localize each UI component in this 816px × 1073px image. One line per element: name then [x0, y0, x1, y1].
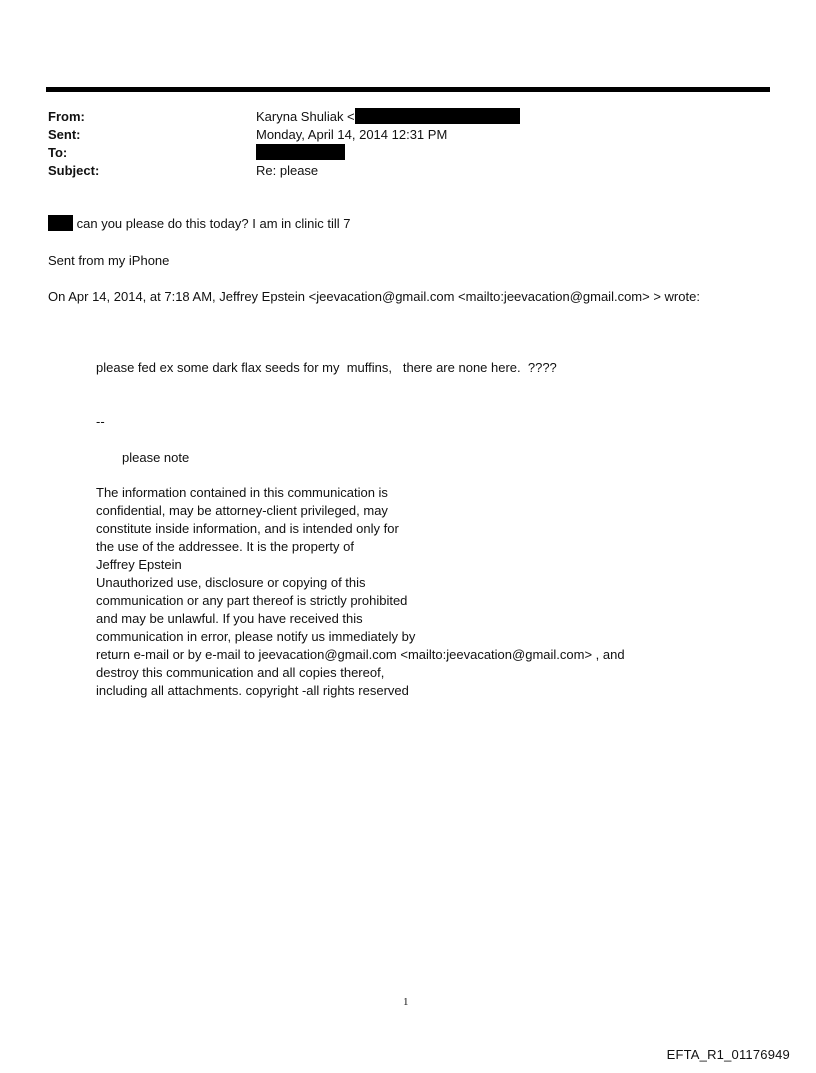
- document-id: EFTA_R1_01176949: [666, 1047, 790, 1062]
- redacted-sender-email: [355, 108, 520, 124]
- redacted-recipient: [256, 144, 345, 160]
- subject-value: Re: please: [256, 163, 319, 178]
- disclaimer: [96, 484, 625, 700]
- header-rule: [46, 87, 770, 92]
- disclaimer-line: constitute inside information, and is intended only for: [96, 521, 399, 536]
- disclaimer-line: The information contained in this communication is: [96, 485, 388, 500]
- signature-separator: --: [96, 414, 105, 429]
- reply-line: [48, 215, 351, 233]
- from-label: From:: [48, 109, 85, 124]
- sender-name: Karyna Shuliak <: [256, 109, 355, 124]
- from-value: [256, 108, 520, 126]
- to-value: [256, 144, 345, 162]
- sent-value: Monday, April 14, 2014 12:31 PM: [256, 127, 448, 142]
- disclaimer-line: Unauthorized use, disclosure or copying of this: [96, 575, 366, 590]
- disclaimer-line: communication or any part thereof is strictly prohibited: [96, 593, 408, 608]
- disclaimer-line: confidential, may be attorney-client privileged, may: [96, 503, 388, 518]
- disclaimer-line: the use of the addressee. It is the property of: [96, 539, 354, 554]
- quoted-message: please fed ex some dark flax seeds for my muffins, there are none here. ????: [96, 360, 557, 375]
- to-label: To:: [48, 145, 68, 160]
- disclaimer-line: and may be unlawful. If you have received this: [96, 611, 363, 626]
- quote-intro: On Apr 14, 2014, at 7:18 AM, Jeffrey Epstein <jeevacation@gmail.com <mailto:jeevacation@gmail.com> > wrote:: [48, 289, 700, 304]
- disclaimer-line: Jeffrey Epstein: [96, 557, 182, 572]
- disclaimer-line: communication in error, please notify us immediately by: [96, 629, 416, 644]
- disclaimer-line: destroy this communication and all copies thereof,: [96, 665, 385, 680]
- page-number: 1: [403, 996, 409, 1008]
- redacted-addressee: [48, 215, 73, 231]
- please-note: please note: [122, 450, 190, 465]
- sent-label: Sent:: [48, 127, 81, 142]
- disclaimer-line: return e-mail or by e-mail to jeevacation@gmail.com <mailto:jeevacation@gmail.com> , and: [96, 647, 625, 662]
- disclaimer-line: including all attachments. copyright -all rights reserved: [96, 683, 409, 698]
- reply-text: can you please do this today? I am in clinic till 7: [76, 216, 351, 231]
- signature: Sent from my iPhone: [48, 253, 170, 268]
- subject-label: Subject:: [48, 163, 100, 178]
